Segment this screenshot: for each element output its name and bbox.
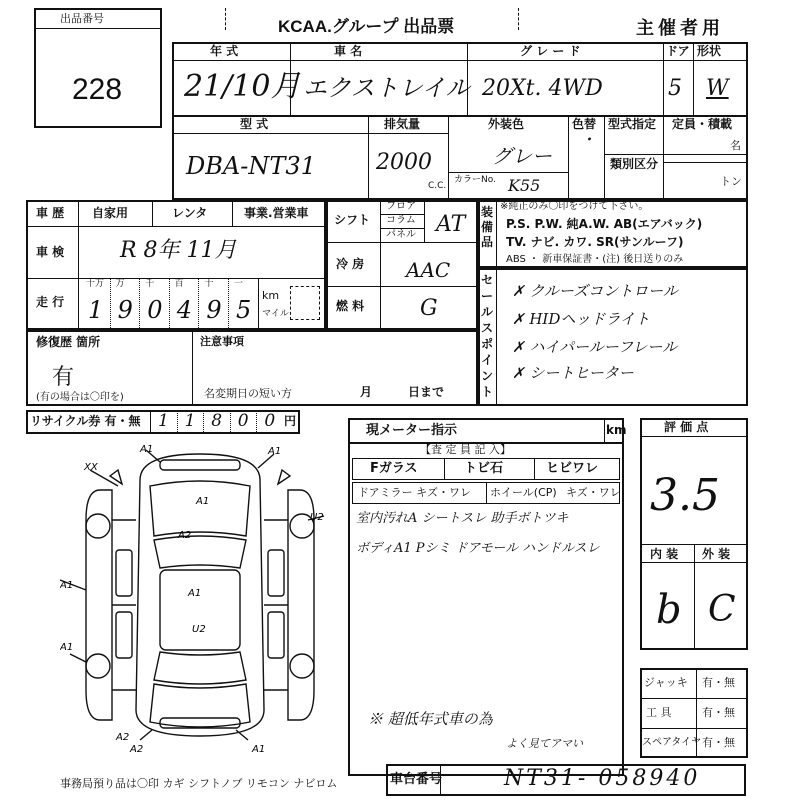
fuel-value: G bbox=[420, 296, 438, 321]
history-label: 車 歴 bbox=[36, 206, 65, 220]
sales-point-2: ✗ HIDヘッドライト bbox=[512, 310, 650, 328]
equipment-note: ※純正のみ〇印をつけて下さい。 bbox=[500, 201, 649, 212]
spare-tire-option: 有・無 bbox=[702, 736, 735, 749]
capacity-label: 定員・積載 bbox=[672, 117, 733, 131]
recycle-digit-2: 8 bbox=[211, 411, 223, 431]
recycle-unit: 円 bbox=[284, 414, 297, 428]
mileage-digit-5: 5 bbox=[236, 296, 252, 324]
sales-point-1: ✗ クルーズコントロール bbox=[512, 282, 678, 300]
shift-value: AT bbox=[436, 212, 466, 237]
exterior-color-value: グレー bbox=[492, 144, 552, 168]
recycle-digit-4: 0 bbox=[264, 411, 276, 431]
shift-column: コラム bbox=[386, 215, 416, 226]
recycle-digit-1: 1 bbox=[184, 411, 196, 431]
expiry-label: 名変期日の短い方 bbox=[204, 387, 292, 400]
mileage-digit-0: 1 bbox=[88, 296, 104, 324]
glass-crack: ヒビワレ bbox=[546, 461, 599, 476]
history-commercial: 事業.営業車 bbox=[244, 206, 309, 220]
glass-chip: トビ石 bbox=[464, 461, 504, 476]
diagram-mark-2: A1 bbox=[268, 446, 282, 457]
lot-box bbox=[34, 8, 162, 128]
car-name-value: エクストレイル bbox=[303, 74, 470, 102]
meter-label: 現メーター指示 bbox=[366, 423, 458, 438]
shift-panel: パネル bbox=[386, 229, 416, 240]
repair-note: (有の場合は〇印を) bbox=[36, 392, 124, 403]
tools-option: 有・無 bbox=[702, 706, 735, 719]
expiry-month: 月 bbox=[360, 385, 373, 399]
model-value: DBA-NT31 bbox=[186, 152, 316, 180]
diagram-mark-7: A1 bbox=[188, 588, 202, 599]
mileage-km-unit: km bbox=[262, 289, 280, 302]
capacity-unit-tons: トン bbox=[720, 175, 742, 188]
comment-1: 室内汚れA シートスレ 助手ボトツキ bbox=[356, 511, 569, 526]
mileage-unit-4: 十 bbox=[204, 279, 214, 289]
sales-points-label: セールスポイント bbox=[480, 273, 493, 399]
history-private: 自家用 bbox=[92, 206, 129, 220]
exterior-label: 外 装 bbox=[702, 547, 731, 561]
tools-label: 工 具 bbox=[646, 706, 672, 719]
model-label: 型 式 bbox=[240, 117, 269, 131]
aircon-label: 冷 房 bbox=[336, 257, 365, 271]
diagram-mark-10: A2 bbox=[130, 744, 144, 755]
comment-3: ※ 超低年式車の為 bbox=[368, 710, 493, 728]
form-title: KCAA.グループ 出品票 bbox=[278, 17, 455, 36]
spare-tire-label: スペアタイヤ bbox=[642, 737, 702, 748]
color-change-value: ・ bbox=[580, 130, 597, 149]
mileage-checkbox[interactable] bbox=[290, 286, 320, 320]
diagram-mark-5: A2 bbox=[178, 530, 192, 541]
diagram-mark-8: U2 bbox=[192, 624, 206, 635]
cc-label: C.C. bbox=[428, 181, 447, 191]
mileage-digit-4: 9 bbox=[206, 296, 222, 324]
mileage-digit-2: 0 bbox=[147, 296, 163, 324]
diagram-mark-13: A2 bbox=[116, 732, 130, 743]
glass-label: Fガラス bbox=[370, 461, 418, 476]
diagram-mark-9: A1 bbox=[60, 642, 74, 653]
mileage-digit-3: 4 bbox=[176, 296, 193, 324]
repair-label: 修復歴 箇所 bbox=[36, 335, 101, 349]
doors-label: ドア bbox=[666, 44, 690, 58]
recycle-digit-0: 1 bbox=[158, 411, 169, 431]
lot-label: 出品番号 bbox=[60, 12, 104, 25]
recycle-label: リサイクル券 有・無 bbox=[30, 414, 141, 428]
displacement-value: 2000 bbox=[376, 150, 432, 175]
mileage-unit-5: 一 bbox=[234, 279, 244, 289]
sales-point-4: ✗ シートヒーター bbox=[512, 364, 634, 382]
fuel-label: 燃 料 bbox=[336, 299, 365, 313]
lot-number: 228 bbox=[72, 73, 123, 106]
equipment-line2: TV. ナビ. カワ. SR(サンルーフ) bbox=[506, 235, 684, 249]
diagram-mark-12: XX bbox=[84, 462, 98, 473]
color-change-label: 色替 bbox=[572, 117, 597, 131]
diagram-mark-6: A1 bbox=[60, 580, 74, 591]
mileage-unit-1: 万 bbox=[115, 279, 125, 289]
color-no-label: カラーNo. bbox=[454, 175, 496, 185]
capacity-unit-persons: 名 bbox=[730, 139, 741, 152]
mileage-mile-unit: マイル bbox=[262, 309, 289, 319]
year-label: 年 式 bbox=[210, 44, 239, 58]
mileage-unit-0: 十万 bbox=[86, 279, 105, 289]
organizer-label: 主催者用 bbox=[636, 18, 724, 39]
diagram-mark-4: U2 bbox=[310, 512, 324, 523]
year-value: 21/10月 bbox=[184, 69, 301, 104]
wheel-label: ホイール(CP) bbox=[490, 486, 557, 499]
interior-label: 内 装 bbox=[650, 547, 679, 561]
mirror-label: ドアミラー キズ・ワレ bbox=[358, 486, 471, 499]
inspection-label: 車 検 bbox=[36, 245, 65, 259]
wheel-flaw-label: キズ・ワレ bbox=[566, 486, 621, 499]
type-designation-label: 型式指定 bbox=[608, 117, 657, 131]
displacement-label: 排気量 bbox=[384, 117, 421, 131]
class-label: 類別区分 bbox=[610, 157, 659, 171]
sales-point-3: ✗ ハイパールーフレール bbox=[512, 338, 678, 356]
car-diagram bbox=[60, 440, 350, 760]
grade-label-header: 評 価 点 bbox=[664, 420, 709, 434]
mileage-digit-1: 9 bbox=[117, 296, 133, 324]
mileage-label: 走 行 bbox=[36, 295, 65, 309]
diagram-mark-11: A1 bbox=[252, 744, 266, 755]
jack-label: ジャッキ bbox=[644, 676, 688, 689]
exterior-color-label: 外装色 bbox=[488, 117, 525, 131]
inspection-value: R 8年 11月 bbox=[120, 238, 237, 263]
diagram-mark-1: A1 bbox=[140, 444, 154, 455]
repair-value: 有 bbox=[52, 365, 75, 390]
history-rental: レンタ bbox=[172, 206, 208, 220]
footer-note: 事務局預り品は〇印 カギ シフトノブ リモコン ナビロム bbox=[60, 777, 338, 790]
equipment-line1: P.S. P.W. 純A.W. AB(エアバック) bbox=[506, 217, 703, 231]
chassis-label: 車台番号 bbox=[390, 772, 443, 787]
grade-value: 20Xt. 4WD bbox=[482, 76, 603, 101]
jack-option: 有・無 bbox=[702, 676, 735, 689]
recycle-digit-3: 0 bbox=[237, 411, 249, 431]
exterior-grade: C bbox=[708, 589, 736, 630]
interior-grade: b bbox=[656, 587, 682, 633]
doors-value: 5 bbox=[668, 76, 682, 101]
equipment-label: 装備品 bbox=[480, 205, 493, 249]
shift-label: シフト bbox=[334, 213, 371, 227]
chassis-number: NT31- 058940 bbox=[504, 766, 701, 791]
mileage-unit-3: 百 bbox=[174, 279, 184, 289]
notes-label: 注意事項 bbox=[200, 335, 244, 348]
shape-label: 形状 bbox=[697, 44, 722, 58]
aircon-value: AAC bbox=[406, 258, 451, 282]
diagram-mark-3: A1 bbox=[196, 496, 210, 507]
color-no-value: K55 bbox=[508, 176, 541, 195]
comment-2: ボディA1 Pシミ ドアモール ハンドルスレ bbox=[356, 541, 600, 556]
fill-label: 【査 定 員 記 入】 bbox=[420, 443, 511, 456]
grade-score: 3.5 bbox=[650, 470, 720, 521]
expiry-day: 日まで bbox=[408, 385, 445, 399]
comment-4: よく見てアマい bbox=[506, 737, 583, 750]
shift-floor: フロア bbox=[386, 201, 416, 212]
car-name-label: 車 名 bbox=[334, 44, 363, 58]
equipment-line3: ABS ・ 新車保証書・(注) 後日送りのみ bbox=[506, 254, 684, 265]
meter-km: km bbox=[606, 423, 627, 437]
mileage-unit-2: 千 bbox=[145, 279, 155, 289]
shape-value: W bbox=[706, 76, 729, 101]
grade-label: グ レ ー ド bbox=[520, 44, 581, 58]
